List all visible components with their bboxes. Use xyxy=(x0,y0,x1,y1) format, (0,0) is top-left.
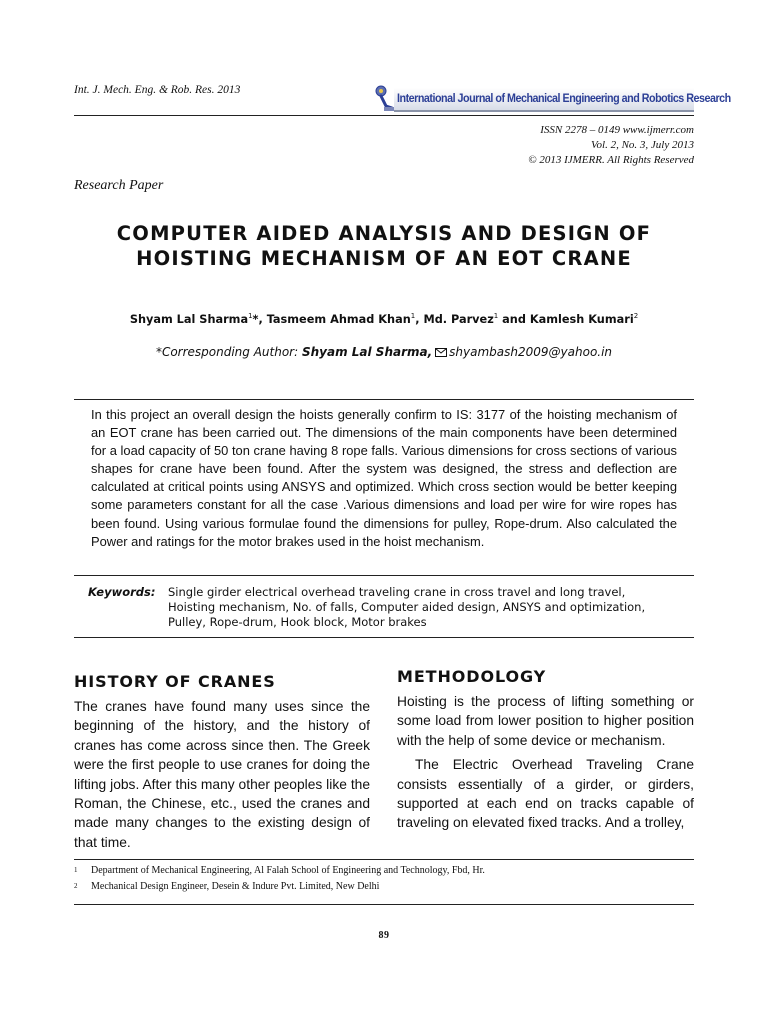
keywords-line-2: Hoisting mechanism, No. of falls, Computer aided design, ANSYS and optimization, xyxy=(168,600,646,614)
methodology-text xyxy=(397,692,694,833)
author-3: Md. Parvez xyxy=(423,312,494,326)
keywords-line-3: Pulley, Rope-drum, Hook block, Motor brakes xyxy=(168,615,427,629)
footnote-1-number: 1 xyxy=(74,866,78,874)
paper-type: Research Paper xyxy=(74,178,164,193)
author-4: Kamlesh Kumari xyxy=(529,312,634,326)
history-text: The cranes have found many uses since the beginning of the history, and the history of cranes has come across since then. The Greek were the first people to use cranes for doing the lifting jobs. After this many other peoples like the Roman, the Chinese, etc., used the cranes and made many changes to the existing design of that time. xyxy=(74,699,370,850)
footnote-1-text: Department of Mechanical Engineering, Al Falah School of Engineering and Technology, Fbd, Hr. xyxy=(91,865,485,876)
footnote-2-number: 2 xyxy=(74,882,78,890)
corresponding-label: *Corresponding Author: xyxy=(155,345,302,359)
history-heading: HISTORY OF CRANES xyxy=(74,672,276,691)
abstract-middle-rule xyxy=(74,575,694,576)
journal-logo xyxy=(372,84,731,112)
corresponding-author xyxy=(74,345,694,360)
bottom-rule xyxy=(74,904,694,905)
keywords-line-1: Single girder electrical overhead traveling crane in cross travel and long travel, xyxy=(168,585,626,599)
envelope-icon xyxy=(435,346,447,360)
author-4-affil: 2 xyxy=(633,312,639,320)
corresponding-name: Shyam Lal Sharma, xyxy=(301,345,433,359)
keywords-text xyxy=(168,585,688,630)
journal-abbreviation: Int. J. Mech. Eng. & Rob. Res. 2013 xyxy=(74,84,241,96)
abstract-text: In this project an overall design the hoists generally confirm to IS: 3177 of the hoisting mechanism of an EOT crane has been carried out. The dimensions of the main components have been determined for a load capacity of 50 ton crane having 8 rope falls. Various dimensions for cross sections of various shapes for crane have been found. After the system was designed, the stress and deflection are calculated at critical points using ANSYS and optimized. Which cross section would be better keeping some parameters constant for all the case .Various dimensions and load per wire for wire ropes has been found. Using various formulae found the dimensions for pulley, Rope-drum. Also calculated the Power and ratings for the motor brakes used in the hoist mechanism. xyxy=(91,407,677,549)
author-2: Tasmeem Ahmad Khan xyxy=(266,312,411,326)
journal-meta xyxy=(528,123,694,168)
methodology-paragraph-1: Hoisting is the process of lifting something or some load from lower position to higher position with the help of some device or mechanism. xyxy=(397,694,694,748)
author-2-affil: 1 xyxy=(410,312,416,320)
author-1-mark: *, xyxy=(252,312,267,326)
footnote-2-text: Mechanical Design Engineer, Desein & Indure Pvt. Limited, New Delhi xyxy=(91,881,380,892)
copyright-line: © 2013 IJMERR. All Rights Reserved xyxy=(528,154,694,166)
page-number: 89 xyxy=(378,930,390,941)
issn-line: ISSN 2278 – 0149 www.ijmerr.com xyxy=(540,124,694,136)
paper-title xyxy=(74,221,694,271)
footnote-rule xyxy=(74,859,694,860)
corresponding-email[interactable]: shyambash2009@yahoo.in xyxy=(449,345,613,359)
author-1: Shyam Lal Sharma xyxy=(129,312,249,326)
author-list: Shyam Lal Sharma$^1$*, Tasmeem Ahmad Khan$^1$, Md. Parvez$^1$ and Kamlesh Kumari$^2$ xyxy=(129,312,639,326)
methodology-heading: METHODOLOGY xyxy=(397,667,547,686)
title-line-2: HOISTING MECHANISM OF AN EOT CRANE xyxy=(136,247,632,270)
abstract-top-rule xyxy=(74,399,694,400)
header-rule xyxy=(74,115,694,116)
logo-text: International Journal of Mechanical Engineering and Robotics Research xyxy=(397,91,731,105)
methodology-paragraph-2: The Electric Overhead Traveling Crane consists essentially of a girder, or girders, supported at each end on tracks capable of traveling on elevated fixed tracks. And a trolley, xyxy=(397,757,694,831)
title-line-1: COMPUTER AIDED ANALYSIS AND DESIGN OF xyxy=(116,222,652,245)
author-3-affil: 1 xyxy=(493,312,499,320)
keywords-label: Keywords: xyxy=(88,585,156,599)
author-1-affil: 1 xyxy=(248,312,253,320)
volume-line: Vol. 2, No. 3, July 2013 xyxy=(591,139,694,151)
abstract-bottom-rule xyxy=(74,637,694,638)
